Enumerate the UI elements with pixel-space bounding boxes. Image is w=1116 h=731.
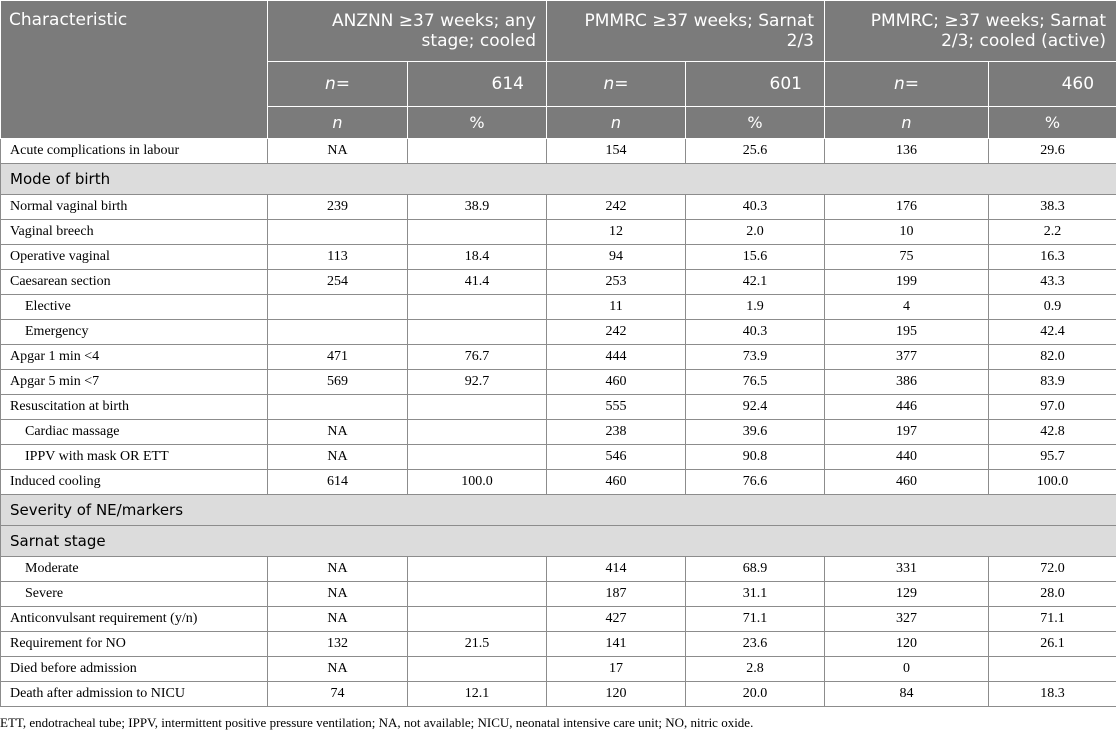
table-row xyxy=(1,270,1116,295)
count-cell: 440 xyxy=(825,445,989,470)
table-row xyxy=(1,320,1116,345)
characteristic-header: Characteristic xyxy=(1,1,268,139)
n-label: n= xyxy=(825,62,989,107)
table-row xyxy=(1,607,1116,632)
row-label: IPPV with mask OR ETT xyxy=(1,445,268,470)
percent-cell: 28.0 xyxy=(989,582,1116,607)
percent-cell: 2.2 xyxy=(989,220,1116,245)
count-cell: 17 xyxy=(547,657,686,682)
percent-cell: 40.3 xyxy=(686,195,825,220)
percent-cell xyxy=(408,420,547,445)
count-cell: 154 xyxy=(547,139,686,164)
row-label: Anticonvulsant requirement (y/n) xyxy=(1,607,268,632)
percent-cell xyxy=(408,557,547,582)
percent-cell: 95.7 xyxy=(989,445,1116,470)
percent-cell: 97.0 xyxy=(989,395,1116,420)
count-cell: 327 xyxy=(825,607,989,632)
count-cell: NA xyxy=(268,657,408,682)
percent-cell: 42.4 xyxy=(989,320,1116,345)
count-cell: 242 xyxy=(547,195,686,220)
n-value: 614 xyxy=(408,62,547,107)
count-cell: 0 xyxy=(825,657,989,682)
row-label: Normal vaginal birth xyxy=(1,195,268,220)
percent-cell xyxy=(408,657,547,682)
table-row xyxy=(1,295,1116,320)
section-row xyxy=(1,164,1116,195)
percent-cell: 92.7 xyxy=(408,370,547,395)
table-row xyxy=(1,370,1116,395)
count-cell: 460 xyxy=(547,470,686,495)
percent-cell: 92.4 xyxy=(686,395,825,420)
percent-cell: 26.1 xyxy=(989,632,1116,657)
count-cell: 129 xyxy=(825,582,989,607)
section-label: Sarnat stage xyxy=(1,526,1116,557)
count-cell: 113 xyxy=(268,245,408,270)
count-cell: 187 xyxy=(547,582,686,607)
percent-cell: 21.5 xyxy=(408,632,547,657)
table-row xyxy=(1,245,1116,270)
count-cell: 239 xyxy=(268,195,408,220)
percent-cell: 71.1 xyxy=(686,607,825,632)
count-cell: 446 xyxy=(825,395,989,420)
row-label: Moderate xyxy=(1,557,268,582)
percent-cell: 38.3 xyxy=(989,195,1116,220)
percent-cell: 20.0 xyxy=(686,682,825,707)
row-label: Apgar 5 min <7 xyxy=(1,370,268,395)
count-cell: NA xyxy=(268,139,408,164)
percent-cell: 71.1 xyxy=(989,607,1116,632)
count-cell: 75 xyxy=(825,245,989,270)
table-row xyxy=(1,470,1116,495)
n-value: 601 xyxy=(686,62,825,107)
count-cell: 176 xyxy=(825,195,989,220)
count-column-header: n xyxy=(547,107,686,139)
table-row xyxy=(1,345,1116,370)
count-cell: 94 xyxy=(547,245,686,270)
n-label: n= xyxy=(268,62,408,107)
percent-cell: 76.7 xyxy=(408,345,547,370)
percent-cell: 29.6 xyxy=(989,139,1116,164)
percent-cell xyxy=(989,657,1116,682)
section-row xyxy=(1,526,1116,557)
count-cell xyxy=(268,395,408,420)
percent-cell: 38.9 xyxy=(408,195,547,220)
percent-cell xyxy=(408,139,547,164)
count-cell: 120 xyxy=(547,682,686,707)
count-cell: 136 xyxy=(825,139,989,164)
count-cell: 254 xyxy=(268,270,408,295)
percent-cell xyxy=(408,445,547,470)
count-cell: NA xyxy=(268,420,408,445)
row-label: Acute complications in labour xyxy=(1,139,268,164)
section-label: Severity of NE/markers xyxy=(1,495,1116,526)
count-cell: 546 xyxy=(547,445,686,470)
section-label: Mode of birth xyxy=(1,164,1116,195)
count-cell xyxy=(268,295,408,320)
group-header-anznn: ANZNN ≥37 weeks; any stage; cooled xyxy=(268,1,547,62)
percent-cell: 40.3 xyxy=(686,320,825,345)
count-cell: 414 xyxy=(547,557,686,582)
count-cell: 10 xyxy=(825,220,989,245)
count-cell: 460 xyxy=(547,370,686,395)
row-label: Resuscitation at birth xyxy=(1,395,268,420)
count-cell: NA xyxy=(268,607,408,632)
percent-cell xyxy=(408,320,547,345)
row-label: Died before admission xyxy=(1,657,268,682)
group-header-pmmrc-cooled: PMMRC; ≥37 weeks; Sarnat 2/3; cooled (active) xyxy=(825,1,1116,62)
percent-cell: 100.0 xyxy=(408,470,547,495)
count-cell xyxy=(268,320,408,345)
row-label: Death after admission to NICU xyxy=(1,682,268,707)
percent-cell: 0.9 xyxy=(989,295,1116,320)
count-cell: 12 xyxy=(547,220,686,245)
count-cell: 242 xyxy=(547,320,686,345)
percent-cell: 2.0 xyxy=(686,220,825,245)
count-cell: 569 xyxy=(268,370,408,395)
count-cell: 84 xyxy=(825,682,989,707)
percent-cell xyxy=(408,295,547,320)
n-label: n= xyxy=(547,62,686,107)
percent-cell: 2.8 xyxy=(686,657,825,682)
n-value: 460 xyxy=(989,62,1116,107)
percent-cell: 41.4 xyxy=(408,270,547,295)
percent-cell: 31.1 xyxy=(686,582,825,607)
percent-cell: 12.1 xyxy=(408,682,547,707)
count-cell: NA xyxy=(268,445,408,470)
count-cell: 4 xyxy=(825,295,989,320)
percent-column-header: % xyxy=(408,107,547,139)
percent-cell: 18.4 xyxy=(408,245,547,270)
count-cell: 132 xyxy=(268,632,408,657)
row-label: Operative vaginal xyxy=(1,245,268,270)
row-label: Vaginal breech xyxy=(1,220,268,245)
row-label: Elective xyxy=(1,295,268,320)
table-row xyxy=(1,195,1116,220)
count-cell: 460 xyxy=(825,470,989,495)
table-footnote: ETT, endotracheal tube; IPPV, intermittent positive pressure ventilation; NA, not available; NICU, neonatal intensive care unit; NO, nitric oxide. xyxy=(0,715,754,730)
row-label: Cardiac massage xyxy=(1,420,268,445)
row-label: Emergency xyxy=(1,320,268,345)
table-row xyxy=(1,139,1116,164)
count-cell: 195 xyxy=(825,320,989,345)
count-cell: 11 xyxy=(547,295,686,320)
percent-cell: 39.6 xyxy=(686,420,825,445)
percent-cell: 73.9 xyxy=(686,345,825,370)
count-cell xyxy=(268,220,408,245)
count-cell: 614 xyxy=(268,470,408,495)
table-row xyxy=(1,632,1116,657)
percent-cell: 76.5 xyxy=(686,370,825,395)
percent-column-header: % xyxy=(686,107,825,139)
percent-cell: 42.1 xyxy=(686,270,825,295)
table-row xyxy=(1,557,1116,582)
count-cell: NA xyxy=(268,582,408,607)
percent-cell: 16.3 xyxy=(989,245,1116,270)
count-cell: 74 xyxy=(268,682,408,707)
table-header xyxy=(1,1,1116,139)
count-column-header: n xyxy=(825,107,989,139)
percent-cell xyxy=(408,220,547,245)
percent-cell: 15.6 xyxy=(686,245,825,270)
group-header-pmmrc-sarnat: PMMRC ≥37 weeks; Sarnat 2/3 xyxy=(547,1,825,62)
count-cell: 199 xyxy=(825,270,989,295)
percent-cell: 43.3 xyxy=(989,270,1116,295)
row-label: Caesarean section xyxy=(1,270,268,295)
count-cell: 238 xyxy=(547,420,686,445)
table-row xyxy=(1,220,1116,245)
count-cell: 331 xyxy=(825,557,989,582)
percent-cell: 100.0 xyxy=(989,470,1116,495)
count-cell: 377 xyxy=(825,345,989,370)
table-row xyxy=(1,395,1116,420)
count-column-header: n xyxy=(268,107,408,139)
count-cell: 471 xyxy=(268,345,408,370)
table-row xyxy=(1,445,1116,470)
row-label: Severe xyxy=(1,582,268,607)
count-cell: 444 xyxy=(547,345,686,370)
count-cell: 253 xyxy=(547,270,686,295)
table-row xyxy=(1,682,1116,707)
percent-cell: 72.0 xyxy=(989,557,1116,582)
percent-cell: 18.3 xyxy=(989,682,1116,707)
row-label: Apgar 1 min <4 xyxy=(1,345,268,370)
percent-cell: 42.8 xyxy=(989,420,1116,445)
count-cell: NA xyxy=(268,557,408,582)
count-cell: 141 xyxy=(547,632,686,657)
section-row xyxy=(1,495,1116,526)
count-cell: 197 xyxy=(825,420,989,445)
count-cell: 120 xyxy=(825,632,989,657)
percent-cell: 76.6 xyxy=(686,470,825,495)
row-label: Induced cooling xyxy=(1,470,268,495)
count-cell: 386 xyxy=(825,370,989,395)
table-row xyxy=(1,582,1116,607)
row-label: Requirement for NO xyxy=(1,632,268,657)
percent-cell xyxy=(408,607,547,632)
count-cell: 427 xyxy=(547,607,686,632)
percent-cell: 82.0 xyxy=(989,345,1116,370)
percent-cell: 68.9 xyxy=(686,557,825,582)
percent-cell: 1.9 xyxy=(686,295,825,320)
table-body xyxy=(1,139,1116,707)
percent-cell: 25.6 xyxy=(686,139,825,164)
percent-column-header: % xyxy=(989,107,1116,139)
percent-cell xyxy=(408,582,547,607)
percent-cell: 23.6 xyxy=(686,632,825,657)
table-row xyxy=(1,420,1116,445)
percent-cell xyxy=(408,395,547,420)
percent-cell: 83.9 xyxy=(989,370,1116,395)
count-cell: 555 xyxy=(547,395,686,420)
table-row xyxy=(1,657,1116,682)
percent-cell: 90.8 xyxy=(686,445,825,470)
